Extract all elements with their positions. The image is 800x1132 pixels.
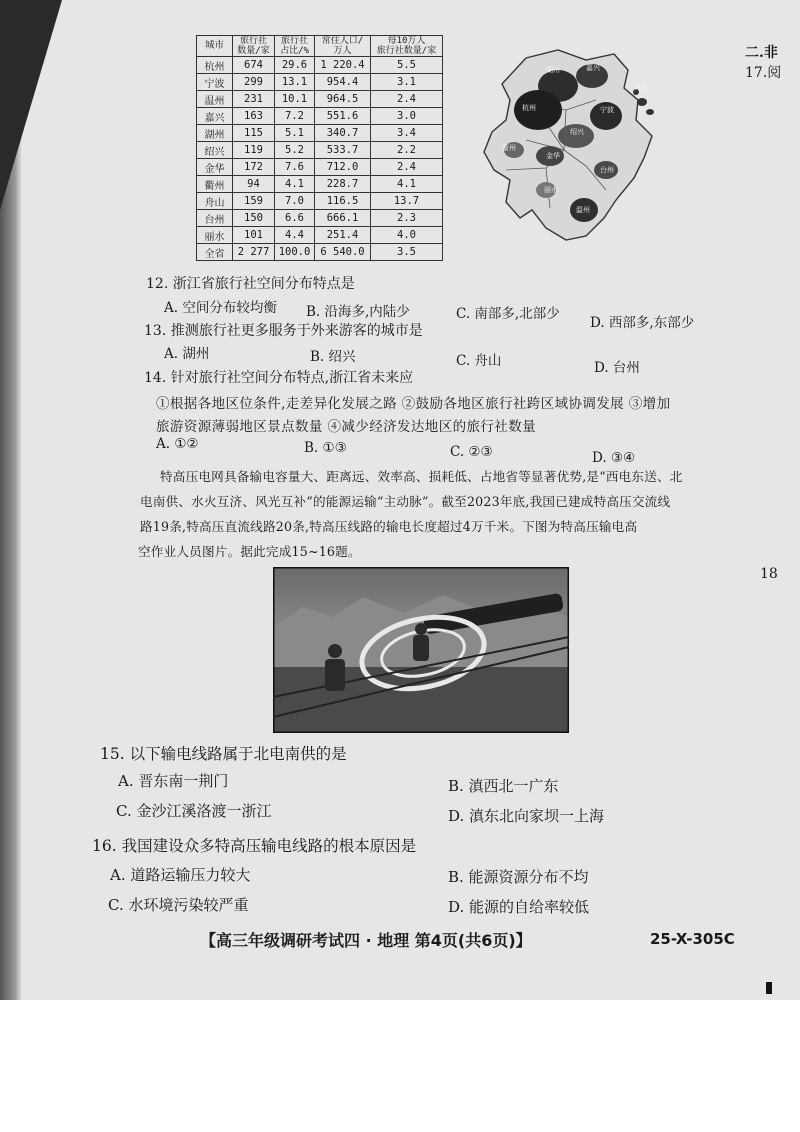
cell-share: 6.6 (275, 210, 315, 227)
header-agency-count: 旅行社 数量/家 (233, 36, 275, 57)
cell-city: 温州 (197, 91, 233, 108)
cell-agency-count: 172 (233, 159, 275, 176)
passage-line-2: 电南供、水火互济、风光互补”的能源运输“主动脉”。截至2023年底,我国已建成特高压交流线 (140, 494, 671, 509)
section-heading-cut: 二.非 (745, 45, 778, 61)
cell-population: 954.4 (315, 74, 371, 91)
photo-svg (273, 567, 569, 733)
cell-per-100k: 13.7 (371, 193, 443, 210)
cell-per-100k: 2.3 (371, 210, 443, 227)
travel-agency-table (196, 35, 443, 261)
cell-city: 丽水 (197, 227, 233, 244)
question-16-option-a[interactable]: A. 道路运输压力较大 (110, 866, 251, 884)
cell-agency-count: 299 (233, 74, 275, 91)
question-14-statement-line2: 旅游资源薄弱地区景点数量 ④减少经济发达地区的旅行社数量 (156, 419, 536, 435)
question-16-option-b[interactable]: B. 能源资源分布不均 (448, 868, 589, 886)
cell-per-100k: 2.2 (371, 142, 443, 159)
question-14-stem: 14. 针对旅行社空间分布特点,浙江省未来应 (144, 370, 414, 386)
cell-share: 7.0 (275, 193, 315, 210)
map-city-label: 丽水 (544, 186, 558, 194)
cell-share: 29.6 (275, 57, 315, 74)
cell-city: 全省 (197, 244, 233, 261)
question-12-option-d[interactable]: D. 西部多,东部少 (590, 315, 695, 331)
table-row (197, 108, 443, 125)
map-city-label: 湖州 (546, 66, 560, 74)
scan-dark-corner (0, 0, 62, 210)
question-12-stem: 12. 浙江省旅行社空间分布特点是 (146, 276, 355, 292)
cell-share: 4.1 (275, 176, 315, 193)
question-16-stem: 16. 我国建设众多特高压输电线路的根本原因是 (92, 837, 417, 855)
question-15-stem: 15. 以下输电线路属于北电南供的是 (100, 745, 347, 763)
cell-per-100k: 3.0 (371, 108, 443, 125)
question-18-cut: 18 (760, 566, 778, 582)
cell-per-100k: 2.4 (371, 91, 443, 108)
cell-agency-count: 150 (233, 210, 275, 227)
question-16-option-d[interactable]: D. 能源的自给率较低 (448, 898, 590, 916)
cell-population: 1 220.4 (315, 57, 371, 74)
table-row (197, 176, 443, 193)
cell-agency-count: 163 (233, 108, 275, 125)
cell-population: 666.1 (315, 210, 371, 227)
passage-line-3: 路19条,特高压直流线路20条,特高压线路的输电长度超过4万千米。下图为特高压输电高 (140, 519, 638, 534)
question-14-option-a[interactable]: A. ①② (156, 436, 199, 452)
table-row (197, 57, 443, 74)
cell-city: 舟山 (197, 193, 233, 210)
cell-city: 宁波 (197, 74, 233, 91)
question-14-option-b[interactable]: B. ①③ (304, 440, 347, 456)
question-15-option-b[interactable]: B. 滇西北一广东 (448, 777, 559, 795)
cell-city: 绍兴 (197, 142, 233, 159)
question-13-option-a[interactable]: A. 湖州 (164, 346, 210, 362)
question-12-option-b[interactable]: B. 沿海多,内陆少 (306, 304, 410, 320)
cell-agency-count: 119 (233, 142, 275, 159)
cell-population: 340.7 (315, 125, 371, 142)
cell-per-100k: 4.0 (371, 227, 443, 244)
cell-agency-count: 94 (233, 176, 275, 193)
page-footer-title: 【高三年级调研考试四 · 地理 第4页(共6页)】 (200, 931, 532, 950)
map-svg (466, 40, 696, 260)
header-city: 城市 (197, 36, 233, 57)
cell-share: 10.1 (275, 91, 315, 108)
table-row (197, 142, 443, 159)
cell-population: 6 540.0 (315, 244, 371, 261)
question-13-option-c[interactable]: C. 舟山 (456, 353, 502, 369)
question-13-option-d[interactable]: D. 台州 (594, 360, 640, 376)
cell-per-100k: 3.4 (371, 125, 443, 142)
cell-population: 228.7 (315, 176, 371, 193)
table-row (197, 159, 443, 176)
table-row (197, 210, 443, 227)
cell-per-100k: 2.4 (371, 159, 443, 176)
table-row (197, 125, 443, 142)
map-city-label: 金华 (546, 152, 560, 160)
cell-share: 7.2 (275, 108, 315, 125)
question-15-option-d[interactable]: D. 滇东北向家坝一上海 (448, 807, 605, 825)
cell-agency-count: 159 (233, 193, 275, 210)
cell-population: 251.4 (315, 227, 371, 244)
cell-agency-count: 231 (233, 91, 275, 108)
cell-share: 7.6 (275, 159, 315, 176)
map-city-label: 温州 (576, 206, 590, 214)
map-city-label: 杭州 (522, 104, 536, 112)
page-footer-code: 25-X-305C (650, 930, 735, 948)
map-city-label: 台州 (600, 166, 614, 174)
cell-city: 杭州 (197, 57, 233, 74)
passage-line-4: 空作业人员图片。据此完成15~16题。 (138, 544, 361, 559)
cell-population: 551.6 (315, 108, 371, 125)
cell-per-100k: 4.1 (371, 176, 443, 193)
scan-edge-mark (766, 982, 772, 994)
cell-share: 5.1 (275, 125, 315, 142)
table-row (197, 244, 443, 261)
cell-share: 4.4 (275, 227, 315, 244)
question-17-cut: 17.阅 (745, 65, 782, 81)
cell-per-100k: 5.5 (371, 57, 443, 74)
question-14-option-c[interactable]: C. ②③ (450, 444, 493, 460)
cell-city: 台州 (197, 210, 233, 227)
cell-per-100k: 3.1 (371, 74, 443, 91)
question-16-option-c[interactable]: C. 水环境污染较严重 (108, 896, 249, 914)
question-12-option-c[interactable]: C. 南部多,北部少 (456, 306, 560, 322)
question-13-option-b[interactable]: B. 绍兴 (310, 349, 356, 365)
cell-share: 5.2 (275, 142, 315, 159)
table-row (197, 227, 443, 244)
cell-population: 964.5 (315, 91, 371, 108)
cell-population: 712.0 (315, 159, 371, 176)
table-row (197, 193, 443, 210)
cell-share: 100.0 (275, 244, 315, 261)
table-body (197, 57, 443, 261)
cell-agency-count: 115 (233, 125, 275, 142)
map-city-label: 舟山 (634, 84, 648, 92)
header-per-100k: 每10万人 旅行社数量/家 (371, 36, 443, 57)
table-header-row (197, 36, 443, 57)
cell-per-100k: 3.5 (371, 244, 443, 261)
question-13-stem: 13. 推测旅行社更多服务于外来游客的城市是 (144, 323, 423, 339)
map-city-label: 衢州 (502, 144, 516, 152)
question-14-statement-line1: ①根据各地区位条件,走差异化发展之路 ②鼓励各地区旅行社跨区域协调发展 ③增加 (156, 396, 671, 412)
cell-city: 金华 (197, 159, 233, 176)
question-12-option-a[interactable]: A. 空间分布较均衡 (164, 300, 277, 316)
map-city-label: 嘉兴 (586, 64, 600, 72)
cell-city: 衢州 (197, 176, 233, 193)
cell-share: 13.1 (275, 74, 315, 91)
cell-agency-count: 2 277 (233, 244, 275, 261)
question-15-option-a[interactable]: A. 晋东南一荆门 (118, 772, 229, 790)
question-14-option-d[interactable]: D. ③④ (592, 450, 636, 466)
uhv-line-worker-photo (273, 567, 569, 733)
cell-city: 嘉兴 (197, 108, 233, 125)
table-row (197, 74, 443, 91)
cell-city: 湖州 (197, 125, 233, 142)
passage-line-1: 特高压电网具备输电容量大、距离远、效率高、损耗低、占地省等显著优势,是“西电东送、北 (160, 469, 683, 484)
map-city-label: 宁波 (600, 106, 614, 114)
table-row (197, 91, 443, 108)
cell-agency-count: 101 (233, 227, 275, 244)
header-share: 旅行社 占比/% (275, 36, 315, 57)
header-population: 常住人口/ 万人 (315, 36, 371, 57)
cell-population: 533.7 (315, 142, 371, 159)
cell-agency-count: 674 (233, 57, 275, 74)
map-city-label: 绍兴 (570, 128, 584, 136)
zhejiang-agency-density-map (466, 40, 696, 260)
cell-population: 116.5 (315, 193, 371, 210)
question-15-option-c[interactable]: C. 金沙江溪洛渡一浙江 (116, 802, 272, 820)
